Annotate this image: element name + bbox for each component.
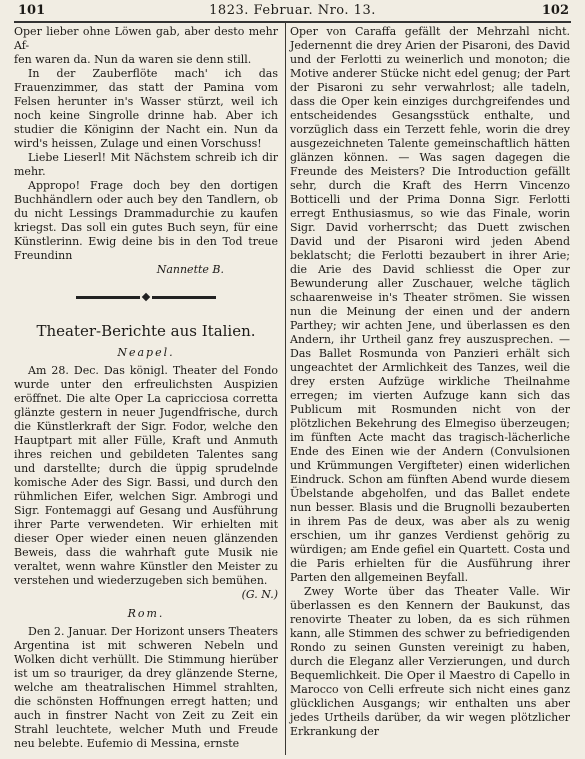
page-number-left: 101 <box>18 3 46 18</box>
page-header <box>14 3 571 23</box>
paragraph-neapel: Am 28. Dec. Das königl. Theater del Fondo wurde unter den erfreulichsten Auspizien eröffnet. Die alte Oper La capricciosa corretta glänzte gestern in neuer Jugendfrische, durch die Künstlerkraft der Sigr. Fodor, welche den Hauptpart mit aller Fülle, Kraft und Anmuth ihres reichen und gebildeten Talentes sang und darstellte; durch die üppig sprudelnde komische Ader des Sigr. Bassi, und durch den rühmlichen Eifer, welchen Sigr. Ambrogi und Sigr. Fontemaggi auf Gesang und Ausführung ihrer Parte verwendeten. Wir erhielten mit dieser Oper wieder einen neuen glänzenden Beweis, dass die wahrhaft gute Musik nie veraltet, wenn wahre Künstler den Meister zu verstehen und wiederzugeben sich bemühen. <box>14 364 278 587</box>
author-initials: (G. N.) <box>241 588 278 601</box>
issue-date: 1823. Februar. Nro. 13. <box>209 3 376 18</box>
right-column <box>290 25 570 739</box>
text-line: Oper lieber ohne Löwen gab, aber desto mehr Af- <box>14 25 278 52</box>
paragraph-zauberfloete: In der Zauberflöte mach' ich das Frauenzimmer, das statt der Pamina vom Felsen herunter in's Wasser stürzt, weil ich noch keine Singrolle drinne hab. Aber ich studier die Königinn der Nacht ein. Nun da wird's heissen, Zulage und einen Vorschuss! <box>14 67 278 150</box>
signature: Nannette B. <box>156 263 224 276</box>
section-title: Theater-Berichte aus Italien. <box>36 322 256 340</box>
text-line: fen waren da. Nun da waren sie denn still. <box>14 53 252 66</box>
paragraph-valle: Zwey Worte über das Theater Valle. Wir überlassen es den Kennern der Baukunst, das renovirte Theater zu loben, da es sich rühmen kann, alle Stimmen des schwer zu befriedigenden Rondo zu seinen Gunsten vereinigt zu haben, durch die Eleganz aller Verzierungen, und durch Bequemlichkeit. Die Oper il Maestro di Capello in Marocco von Celli erfreute sich nicht eines ganz glücklichen Ausgangs; wir enthalten uns aber jedes Urtheils darüber, da wir wegen plötzlicher Erkrankung der <box>290 585 570 738</box>
paragraph-caraffa: Oper von Caraffa gefällt der Mehrzahl nicht. Jedernennt die drey Arien der Pisaroni, des David und der Ferlotti zu weinerlich und monoton; die Motive anderer Stücke nicht edel genug; der Part der Pisaroni zu sehr verwahrlost; alle tadeln, dass die Oper kein einziges durchgreifendes und entscheidendes Gesangsstück enthalte, und vorzüglich dass ein Terzett fehle, worin die drey ausgezeichneten Talente gemeinschaftlich hätten glänzen können. — Was sagen dagegen die Freunde des Meisters? Die Introduction gefällt sehr, durch die Kraft des Herrn Vincenzo Botticelli und der Prima Donna Sigr. Ferlotti erregt Enthusiasmus, so wie das Finale, worin Sigr. David vorherrscht; das Duett zwischen David und der Pisaroni wird jeden Abend beklatscht; die Ferlotti bezaubert in ihrer Arie; die Arie des David schliesst die Oper zur Bewunderung aller Zuschauer, welche täglich schaarenweise in's Theater strömen. Sie wissen nun die Meinung der einen und der andern Parthey; wir achten Jene, und überlassen es den Andern, ihr Urtheil ganz frey auszusprechen. — Das Ballet Rosmunda von Panzieri erhält sich ungeachtet der Armlichkeit des Tanzes, weil die drey ersten Aufzüge wirkliche Theilnahme erregen; im vierten Aufzuge kann sich das Publicum mit Rosmunden nicht von der plötzlichen Bekehrung des Elmegiso überzeugen; im fünften Acte macht das tragisch-lächerliche Ende des Einen wie der Andern (Convulsionen und Krümmungen Vergifteter) einen widerlichen Eindruck. Schon am fünften Abend wurde diesem Übelstande abgeholfen, und das Ballet endete nun besser. Blasis und die Brugnolli bezauberten in ihrem Pas de deux, was aber als zu wenig erschien, um ihr ganzes Verdienst gehörig zu würdigen; am Ende gefiel ein Quartett. Costa und die Paris erhielten für die Ausführung ihrer Parten den allgemeinen Beyfall. <box>290 25 570 584</box>
page-number-right: 102 <box>541 3 569 18</box>
paragraph-appropo: Appropo! Frage doch bey den dortigen Buchhändlern oder auch bey den Tandlern, ob du nicht Lessings Drammadurchie zu kaufen kriegst. Das soll ein gutes Buch seyn, für eine Künstlerinn. Ewig deine bis in den Tod treue Freundinn <box>14 179 278 262</box>
left-column <box>14 25 278 751</box>
header-rule <box>14 21 571 23</box>
place-heading-neapel: Neapel. <box>117 346 175 359</box>
place-heading-rom: Rom. <box>127 607 165 620</box>
column-divider <box>285 22 286 755</box>
paragraph-lieserl: Liebe Lieserl! Mit Nächstem schreib ich dir mehr. <box>14 151 278 178</box>
section-ornament <box>14 294 278 300</box>
paragraph-rom: Den 2. Januar. Der Horizont unsers Theaters Argentina ist mit schweren Nebeln und Wolken dicht verhüllt. Die Stimmung hierüber ist um so trauriger, da drey glänzende Sterne, welche am theatralischen Himmel strahlten, die schönsten Hoffnungen erregt hatten; und auch in finstrer Nacht von Zeit zu Zeit ein Strahl leuchtete, welcher Muth und Freude neu belebte. Eufemio di Messina, ernste <box>14 625 278 750</box>
